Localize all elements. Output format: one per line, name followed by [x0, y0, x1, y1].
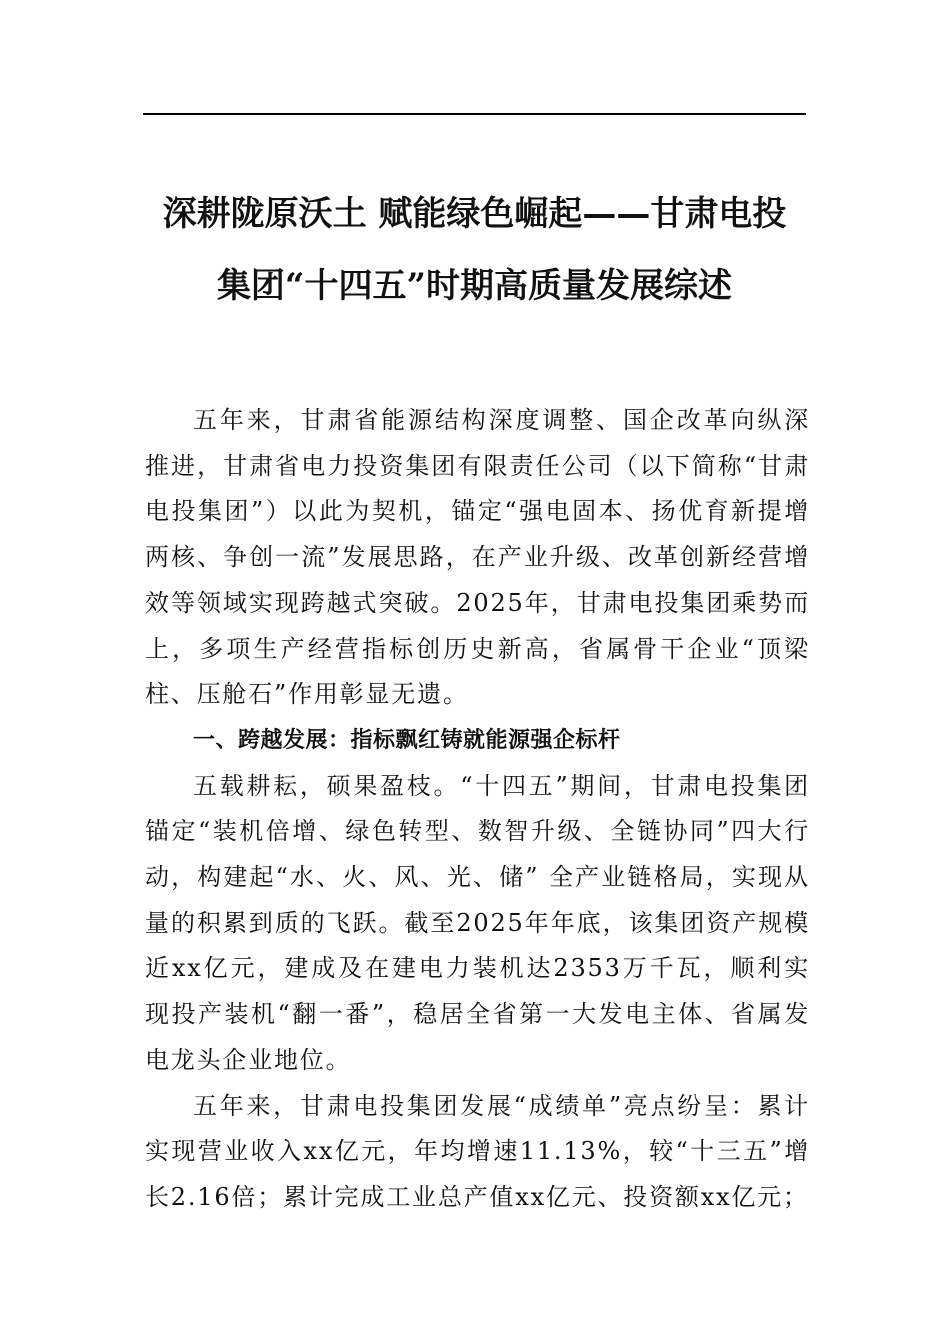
title-line-2: 集团“十四五”时期高质量发展综述: [216, 266, 733, 306]
intro-paragraph: 五年来，甘肃省能源结构深度调整、国企改革向纵深推进，甘肃省电力投资集团有限责任公司（以下简称“甘肃电投集团”）以此为契机，锚定“强电固本、扬优育新提增两核、争创一流”发展思路，在产业升级、改革创新经营增效等领域实现跨越式突破。2025年，甘肃电投集团乘势而上，多项生产经营指标创历史新高，省属骨干企业“顶梁柱、压舱石”作用彰显无遗。: [145, 406, 810, 709]
section-heading: 一、跨越发展：指标飘红铸就能源强企标杆: [193, 727, 621, 753]
document-body: [145, 398, 810, 1221]
header-rule: [143, 113, 806, 115]
document-title: [143, 178, 806, 322]
section-paragraph-1: 五载耕耘，硕果盈枝。“十四五”期间，甘肃电投集团锚定“装机倍增、绿色转型、数智升级、全链协同”四大行动，构建起“水、火、风、光、储” 全产业链格局，实现从量的积累到质的飞跃。截至2025年年底，该集团资产规模近xx亿元，建成及在建电力装机达2353万千瓦，顺利实现投产装机“翻一番”，稳居全省第一大发电主体、省属发电龙头企业地位。: [145, 771, 810, 1074]
title-line-1: 深耕陇原沃土 赋能绿色崛起——甘肃电投: [162, 194, 787, 234]
section-paragraph-2: 五年来，甘肃电投集团发展“成绩单”亮点纷呈：累计实现营业收入xx亿元，年均增速11.13%，较“十三五”增长2.16倍；累计完成工业总产值xx亿元、投资额xx亿元；: [145, 1091, 810, 1211]
